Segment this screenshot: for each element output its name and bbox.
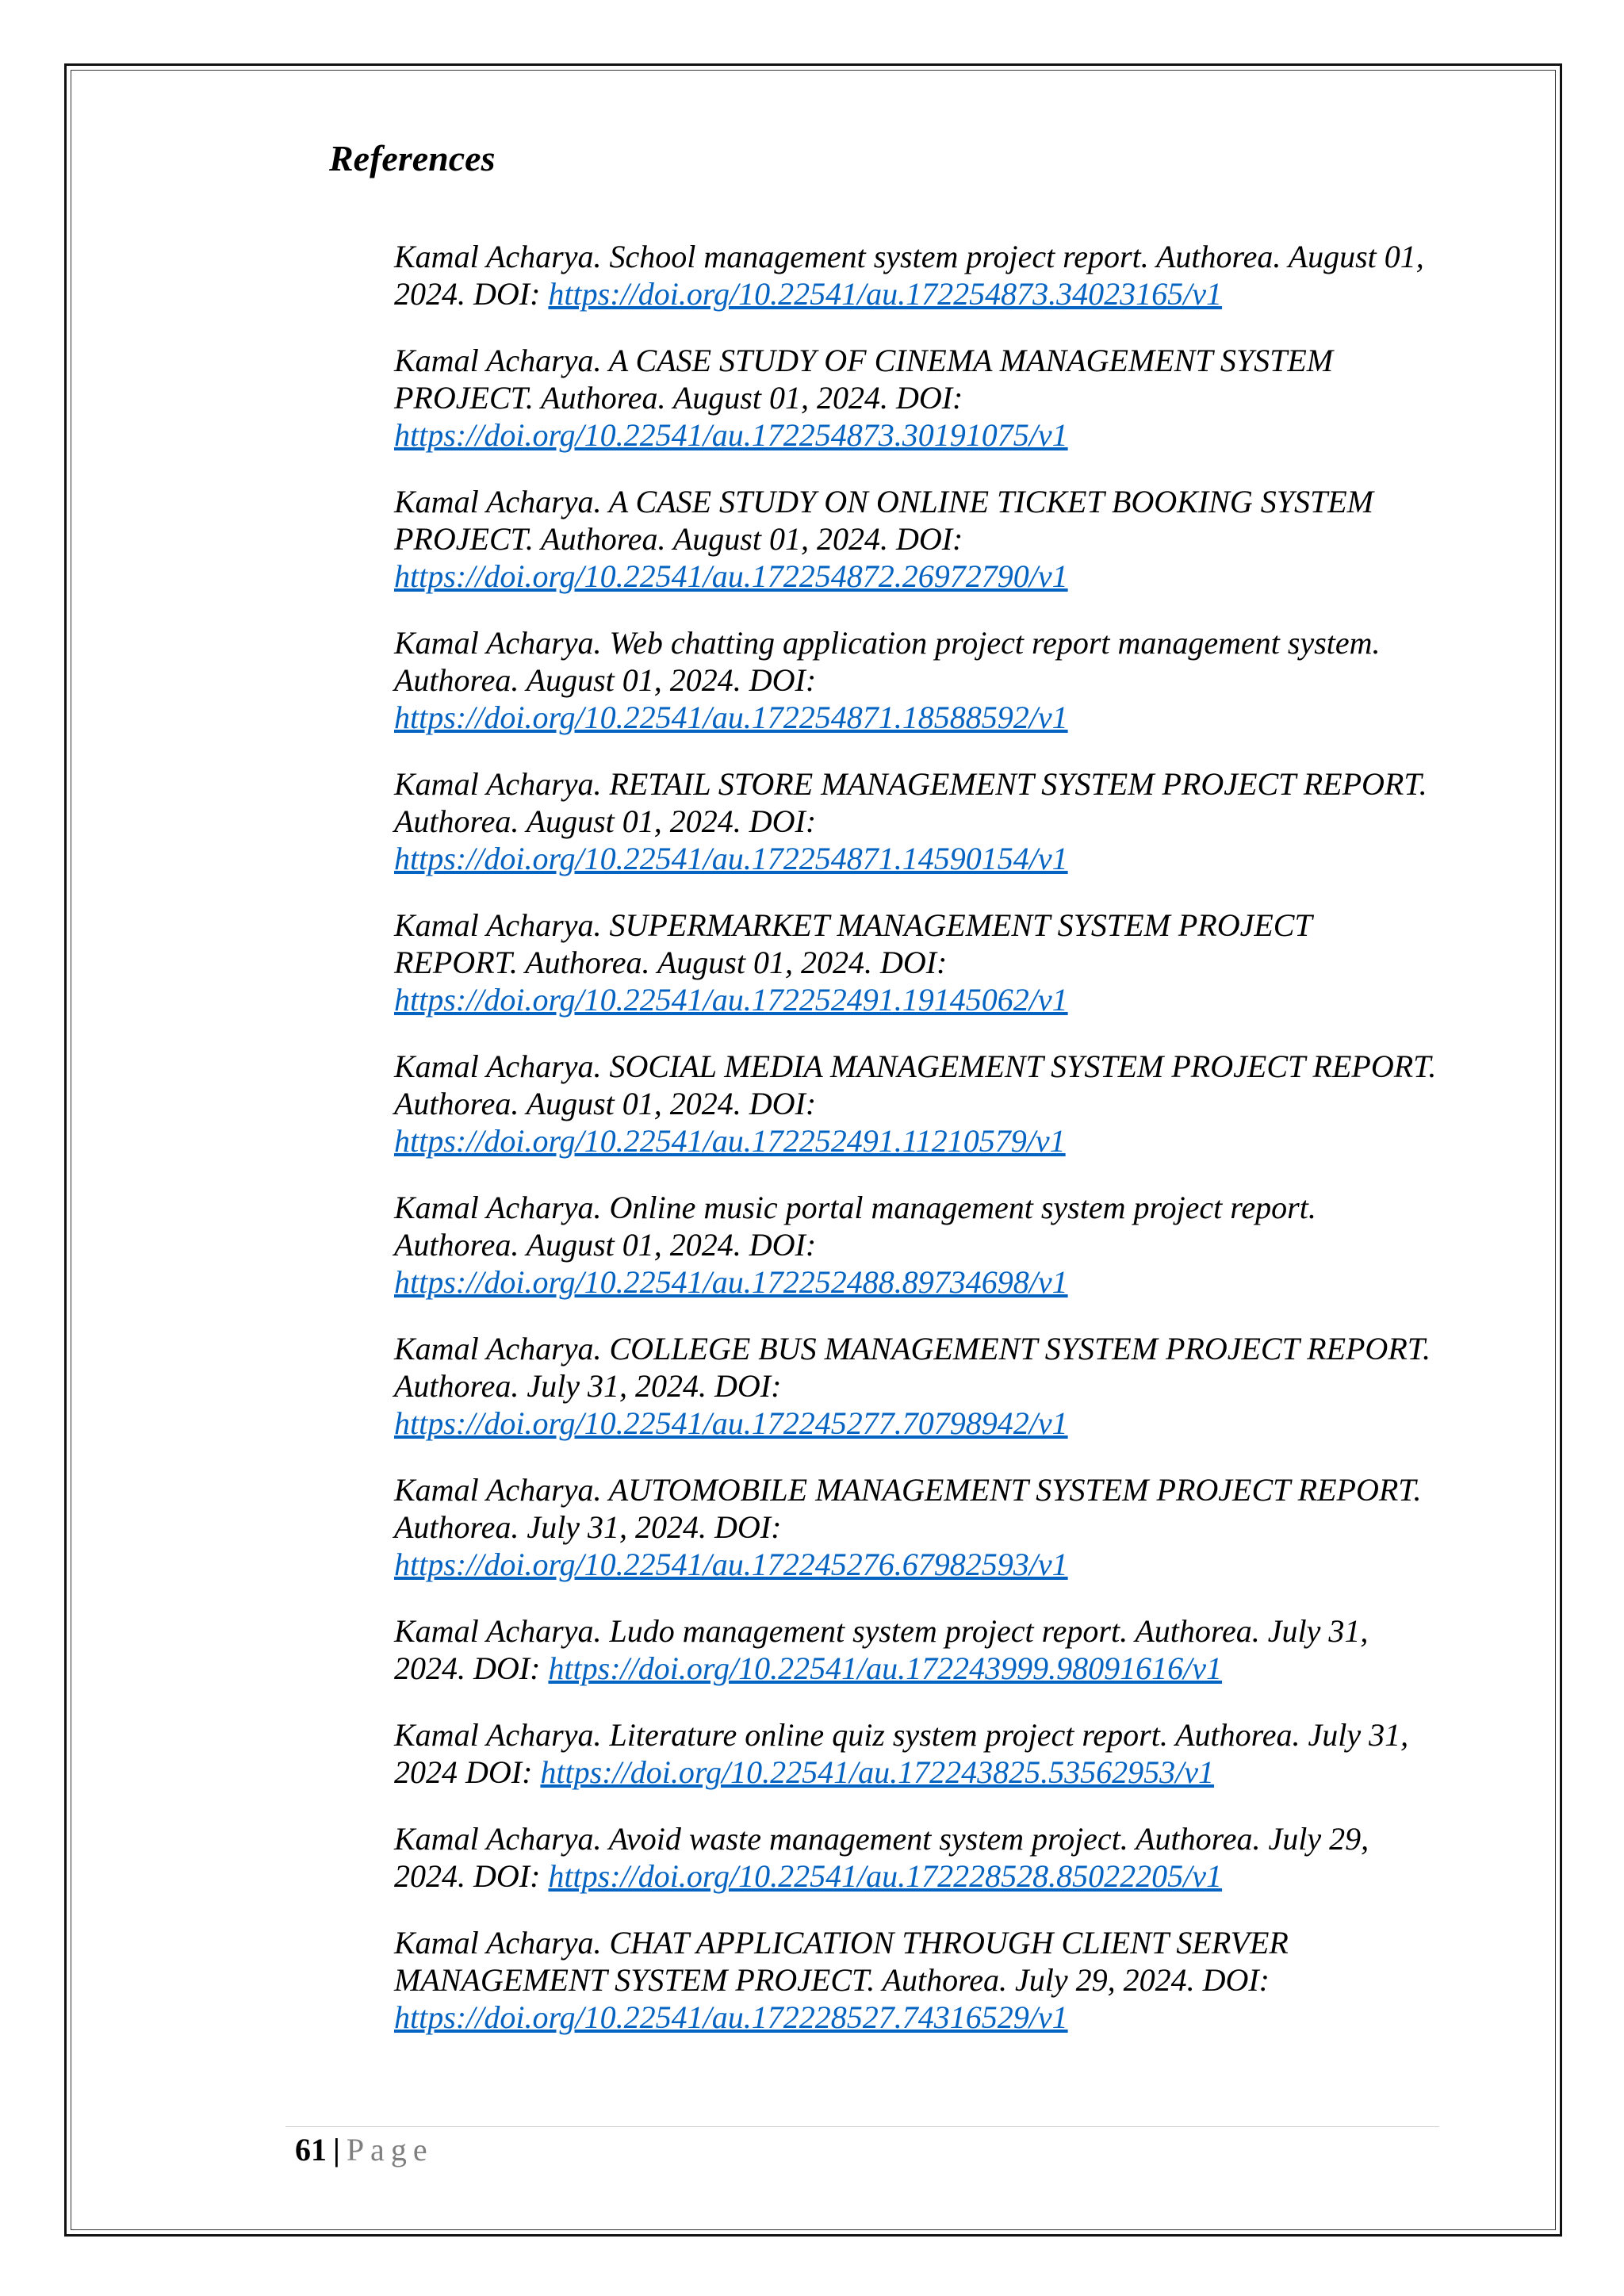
doi-link[interactable]: https://doi.org/10.22541/au.172252488.89734698/v1 [394, 1264, 1068, 1300]
page-number: 61 [295, 2132, 327, 2168]
reference-text: Kamal Acharya. School management system project report. Authorea. August 01, 2024. DOI: [394, 239, 1424, 312]
reference-text: Kamal Acharya. A CASE STUDY OF CINEMA MANAGEMENT SYSTEM PROJECT. Authorea. August 01, 2024. DOI: [394, 343, 1334, 416]
reference-list [394, 238, 1441, 2065]
doi-link[interactable]: https://doi.org/10.22541/au.172254871.14590154/v1 [394, 841, 1068, 876]
page-label: Page [346, 2132, 434, 2168]
reference-item [394, 1330, 1441, 1442]
reference-item [394, 765, 1441, 877]
doi-link[interactable]: https://doi.org/10.22541/au.172254871.18588592/v1 [394, 700, 1068, 735]
reference-text: Kamal Acharya. AUTOMOBILE MANAGEMENT SYSTEM PROJECT REPORT. Authorea. July 31, 2024. DOI: [394, 1472, 1422, 1545]
reference-text: Kamal Acharya. Online music portal management system project report. Authorea. August 01, 2024. DOI: [394, 1190, 1316, 1263]
reference-text: Kamal Acharya. SOCIAL MEDIA MANAGEMENT SYSTEM PROJECT REPORT. Authorea. August 01, 2024. DOI: [394, 1048, 1437, 1121]
doi-link[interactable]: https://doi.org/10.22541/au.172228528.85022205/v1 [548, 1858, 1223, 1894]
doi-link[interactable]: https://doi.org/10.22541/au.172243825.53562953/v1 [540, 1754, 1215, 1790]
reference-item [394, 1189, 1441, 1301]
reference-item [394, 342, 1441, 454]
doi-link[interactable]: https://doi.org/10.22541/au.172228527.74316529/v1 [394, 1999, 1068, 2035]
reference-item [394, 1048, 1441, 1159]
reference-text: Kamal Acharya. COLLEGE BUS MANAGEMENT SYSTEM PROJECT REPORT. Authorea. July 31, 2024. DOI: [394, 1331, 1431, 1404]
footer-divider [285, 2126, 1439, 2127]
reference-item [394, 238, 1441, 312]
references-heading: References [329, 138, 496, 178]
reference-item [394, 1820, 1441, 1895]
reference-item [394, 1924, 1441, 2036]
doi-link[interactable]: https://doi.org/10.22541/au.172254873.34023165/v1 [548, 276, 1223, 312]
reference-text: Kamal Acharya. Literature online quiz system project report. Authorea. July 31, 2024 DOI: [394, 1717, 1409, 1790]
reference-item [394, 483, 1441, 595]
reference-item [394, 624, 1441, 736]
doi-link[interactable]: https://doi.org/10.22541/au.172252491.19145062/v1 [394, 982, 1068, 1018]
reference-text: Kamal Acharya. SUPERMARKET MANAGEMENT SYSTEM PROJECT REPORT. Authorea. August 01, 2024. DOI: [394, 907, 1312, 980]
reference-text: Kamal Acharya. Web chatting application project report management system. Authorea. August 01, 2024. DOI: [394, 625, 1381, 698]
reference-item [394, 1471, 1441, 1583]
doi-link[interactable]: https://doi.org/10.22541/au.172254873.30191075/v1 [394, 417, 1068, 453]
reference-item [394, 1612, 1441, 1687]
reference-text: Kamal Acharya. A CASE STUDY ON ONLINE TICKET BOOKING SYSTEM PROJECT. Authorea. August 01, 2024. DOI: [394, 484, 1373, 557]
reference-text: Kamal Acharya. CHAT APPLICATION THROUGH CLIENT SERVER MANAGEMENT SYSTEM PROJECT. Authorea. July 29, 2024. DOI: [394, 1925, 1289, 1998]
doi-link[interactable]: https://doi.org/10.22541/au.172254872.26972790/v1 [394, 558, 1068, 594]
reference-text: Kamal Acharya. Ludo management system project report. Authorea. July 31, 2024. DOI: [394, 1613, 1369, 1686]
doi-link[interactable]: https://doi.org/10.22541/au.172252491.11210579/v1 [394, 1123, 1066, 1159]
reference-text: Kamal Acharya. Avoid waste management system project. Authorea. July 29, 2024. DOI: [394, 1821, 1369, 1894]
doi-link[interactable]: https://doi.org/10.22541/au.172245277.70798942/v1 [394, 1405, 1068, 1441]
page-separator: | [333, 2132, 340, 2168]
page-footer [295, 2130, 434, 2170]
reference-item [394, 907, 1441, 1018]
doi-link[interactable]: https://doi.org/10.22541/au.172245276.67982593/v1 [394, 1547, 1068, 1582]
reference-text: Kamal Acharya. RETAIL STORE MANAGEMENT SYSTEM PROJECT REPORT. Authorea. August 01, 2024. DOI: [394, 766, 1427, 839]
reference-item [394, 1716, 1441, 1791]
doi-link[interactable]: https://doi.org/10.22541/au.172243999.98091616/v1 [548, 1650, 1223, 1686]
